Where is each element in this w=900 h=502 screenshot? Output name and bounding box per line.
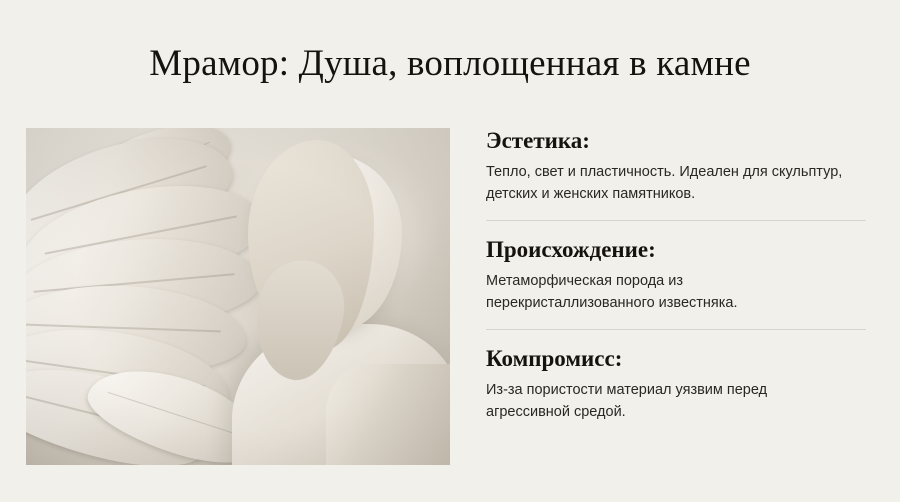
image-vignette bbox=[26, 128, 450, 465]
section-aesthetics bbox=[486, 128, 866, 220]
section-title: Происхождение: bbox=[486, 236, 656, 262]
page-title: Мрамор: Душа, воплощенная в камне bbox=[149, 43, 751, 84]
section-title: Компромисс: bbox=[486, 345, 623, 371]
section-body: Тепло, свет и пластичность. Идеален для скульптур, детских и женских памятников. bbox=[486, 164, 843, 203]
section-origin bbox=[486, 220, 866, 329]
section-tradeoff bbox=[486, 329, 866, 438]
marble-angel-image bbox=[26, 128, 450, 465]
section-body: Метаморфическая порода из перекристаллизованного известняка. bbox=[486, 273, 738, 311]
content-column bbox=[486, 128, 866, 437]
section-title: Эстетика: bbox=[486, 128, 590, 153]
image-artwork bbox=[26, 128, 450, 465]
section-body: Из-за пористости материал уязвим перед агрессивной средой. bbox=[486, 381, 768, 420]
